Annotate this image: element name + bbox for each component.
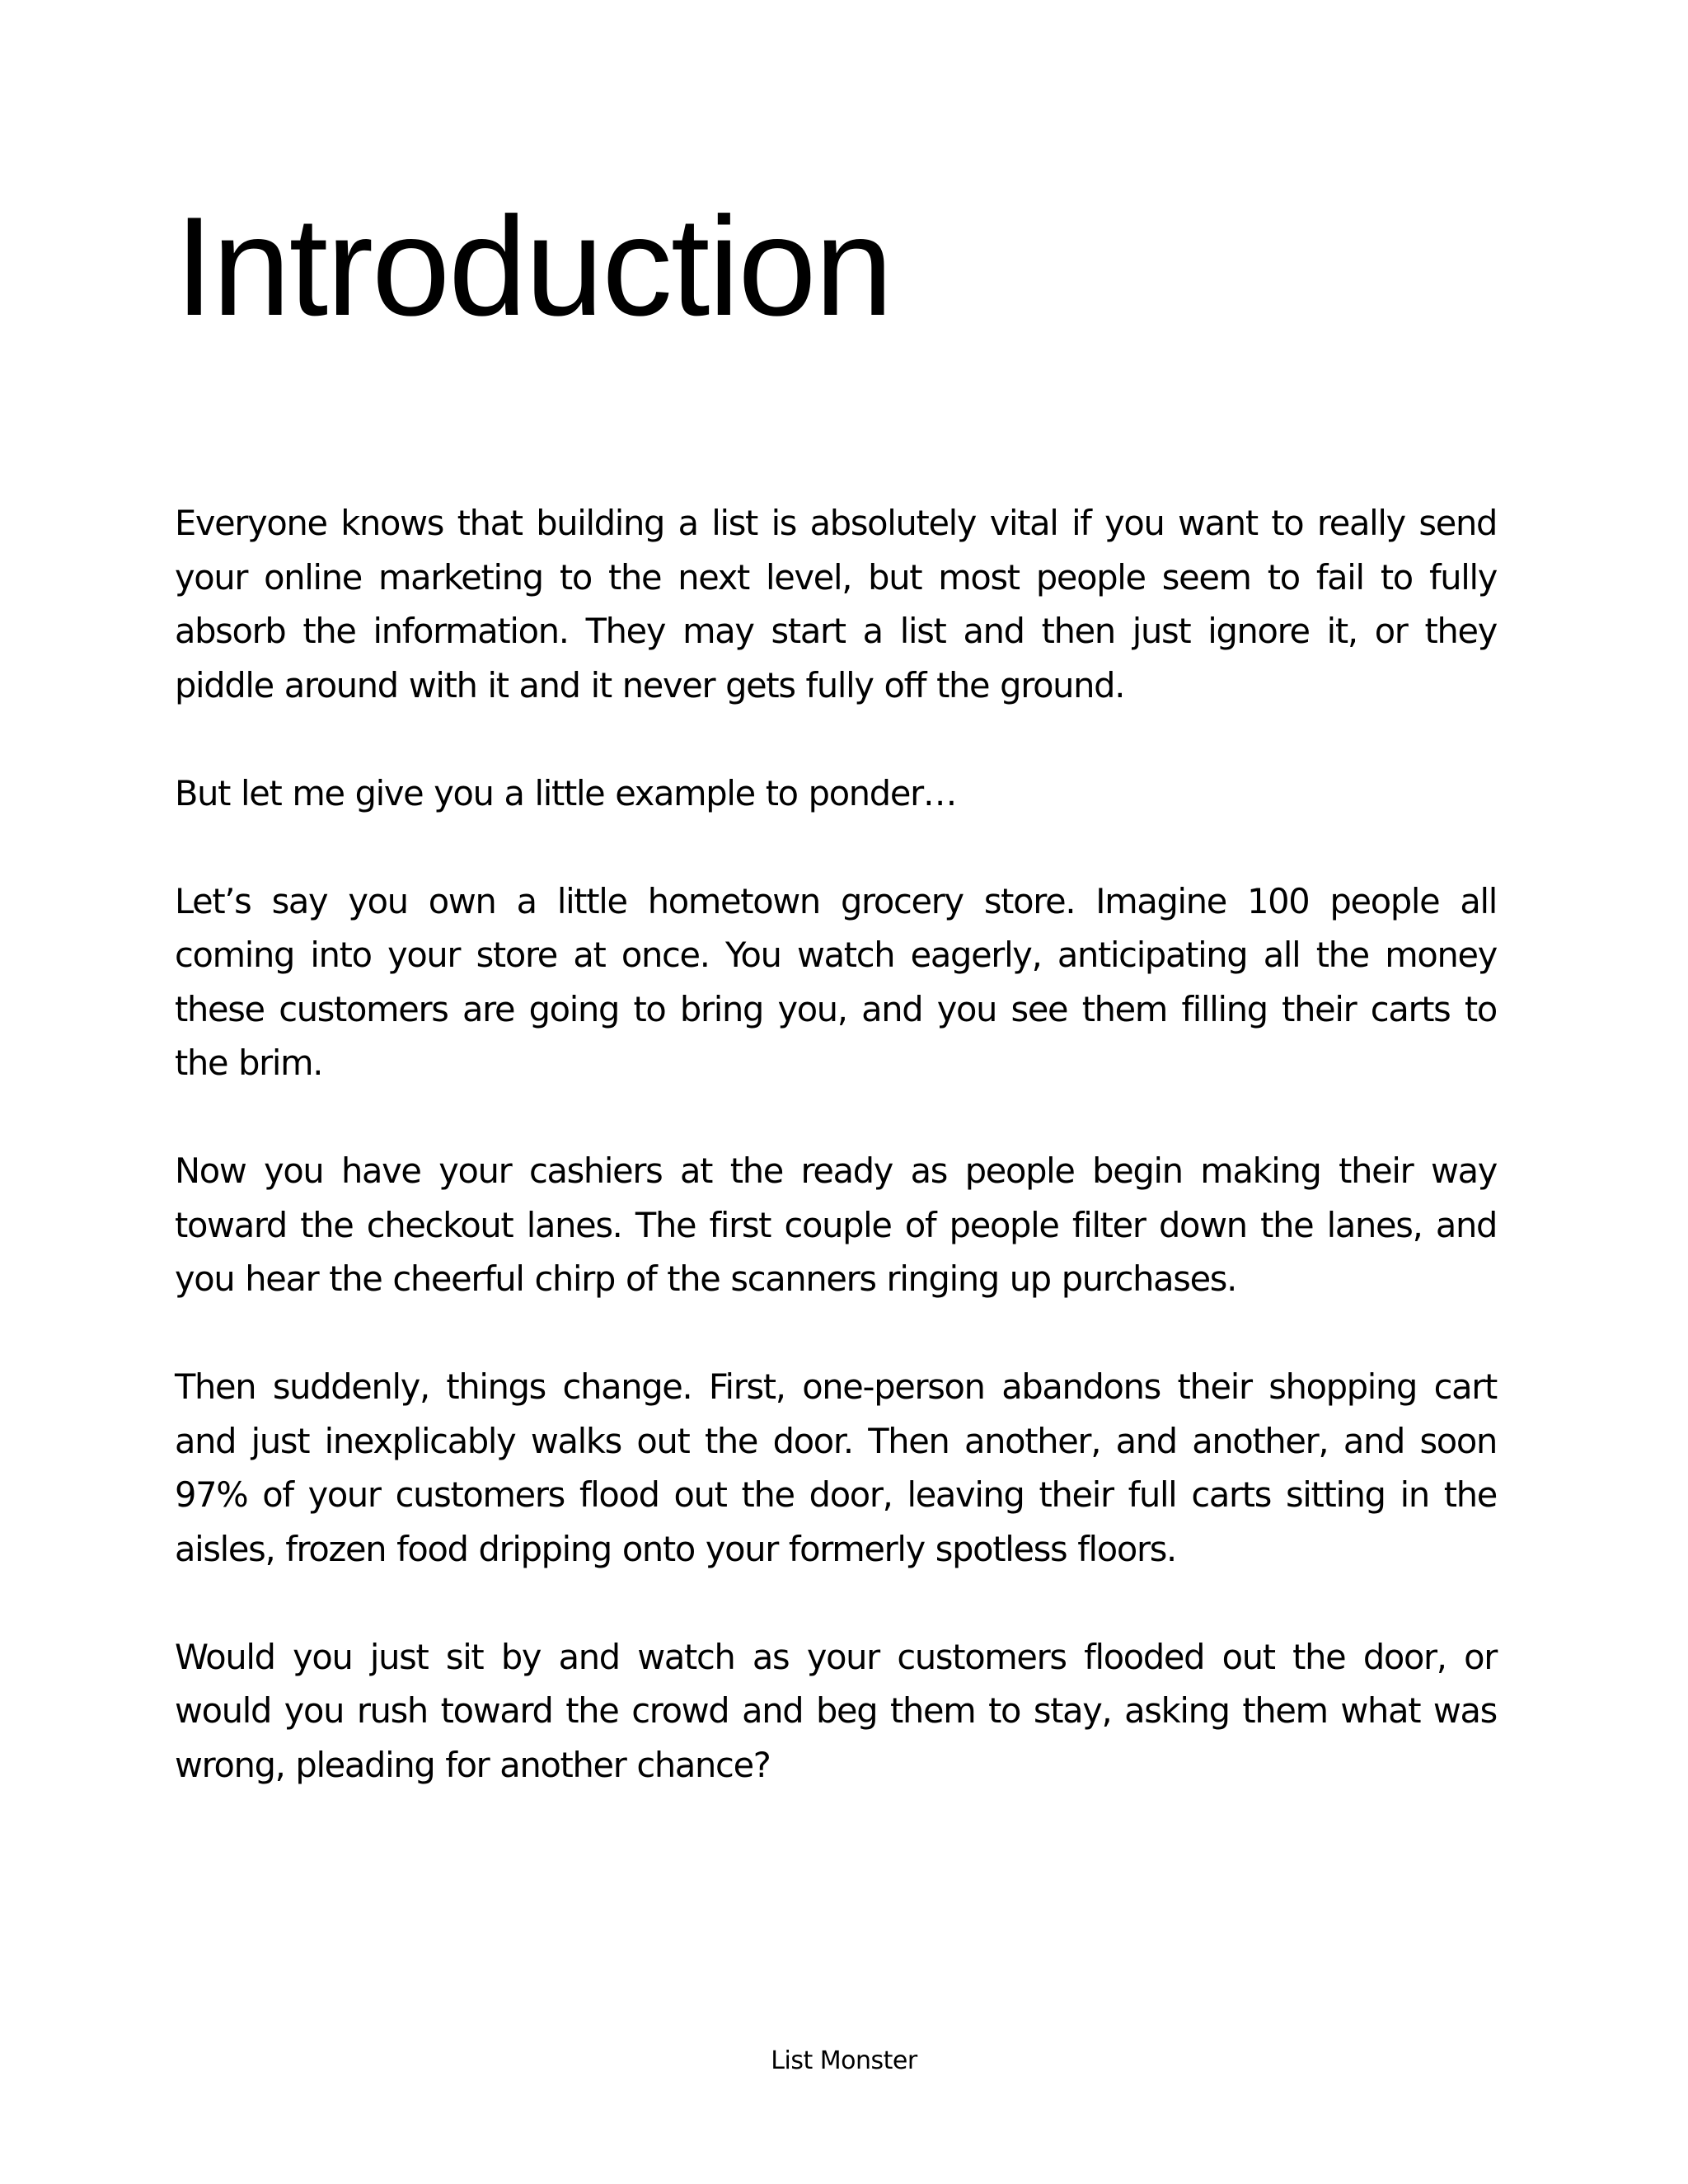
paragraph-1: Everyone knows that building a list is absolutely vital if you want to really send your online marketing to the next level, but most people seem to fail to fully absorb the information. They may start a list and then just ignore it, or they piddle around with it and it never gets fully off the ground.: [175, 503, 1497, 705]
body-text: [175, 496, 1497, 1846]
paragraph-2: But let me give you a little example to ponder…: [175, 772, 957, 813]
page-title: Introduction: [175, 188, 892, 345]
paragraph-5: Then suddenly, things change. First, one-person abandons their shopping cart and just inexplicably walks out the door. Then another, and another, and soon 97% of your customers flood out the door, leaving their full carts sitting in the aisles, frozen food dripping onto your formerly spotless floors.: [175, 1366, 1497, 1569]
paragraph-3: Let’s say you own a little hometown grocery store. Imagine 100 people all coming into your store at once. You watch eagerly, anticipating all the money these customers are going to bring you, and you see them filling their carts to the brim.: [175, 880, 1497, 1083]
paragraph-6: Would you just sit by and watch as your customers flooded out the door, or would you rush toward the crowd and beg them to stay, asking them what was wrong, pleading for another chance?: [175, 1636, 1497, 1785]
paragraph-4: Now you have your cashiers at the ready as people begin making their way toward the checkout lanes. The first couple of people filter down the lanes, and you hear the cheerful chirp of the scanners ringing up purchases.: [175, 1151, 1497, 1299]
page-footer: List Monster: [771, 2046, 917, 2075]
